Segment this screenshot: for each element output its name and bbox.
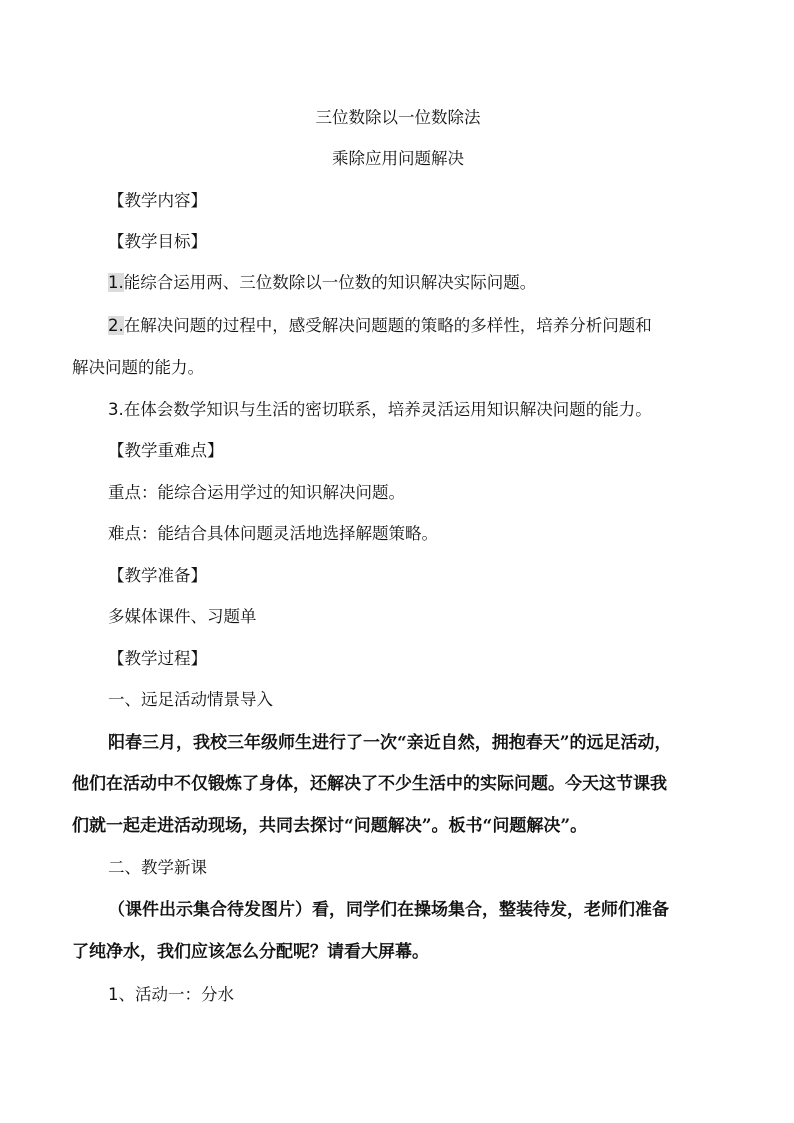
goal-2-text: 在解决问题的过程中，感受解决问题题的策略的多样性，培养分析问题和: [123, 316, 652, 335]
doc-subtitle: 乘除应用问题解决: [332, 149, 464, 168]
part-2-title: 二、教学新课: [108, 858, 207, 877]
section-teaching-content: 【教学内容】: [108, 191, 207, 210]
part-1-paragraph-line-3: 们就一起走进活动现场，共同去探讨“问题解决”。板书“问题解决”。: [72, 816, 588, 836]
goal-2-line-1: [108, 314, 724, 338]
part-1-paragraph-line-1: 阳春三月，我校三年级师生进行了一次“亲近自然，拥抱春天”的远足活动，: [108, 733, 672, 753]
goal-3: 3.在体会数学知识与生活的密切联系，培养灵活运用知识解决问题的能力。: [108, 400, 652, 419]
preparation-items: 多媒体课件、习题单: [108, 607, 257, 626]
key-point: 重点：能综合运用学过的知识解决问题。: [108, 483, 405, 502]
section-teaching-goals: 【教学目标】: [108, 232, 207, 251]
goal-1: [108, 271, 724, 295]
goal-1-number: 1.: [108, 273, 124, 292]
activity-1-title: 1、活动一：分水: [108, 985, 234, 1004]
doc-title: 三位数除以一位数除法: [315, 108, 481, 127]
difficulty-point: 难点：能结合具体问题灵活地选择解题策略。: [108, 524, 438, 543]
goal-2-number: 2.: [108, 316, 124, 335]
part-1-title: 一、远足活动情景导入: [108, 690, 273, 709]
section-preparation: 【教学准备】: [108, 566, 207, 585]
section-process: 【教学过程】: [108, 649, 207, 668]
goal-2-line-2: 解决问题的能力。: [72, 358, 204, 377]
part-2-paragraph-line-1: （课件出示集合待发图片）看，同学们在操场集合，整装待发，老师们准备: [108, 900, 669, 920]
part-1-paragraph-line-2: 他们在活动中不仅锻炼了身体，还解决了不少生活中的实际问题。今天这节课我: [72, 774, 667, 794]
section-key-points: 【教学重难点】: [108, 441, 224, 460]
goal-1-text: 能综合运用两、三位数除以一位数的知识解决实际问题。: [123, 273, 537, 292]
part-2-paragraph-line-2: 了纯净水，我们应该怎么分配呢？请看大屏幕。: [72, 942, 429, 962]
